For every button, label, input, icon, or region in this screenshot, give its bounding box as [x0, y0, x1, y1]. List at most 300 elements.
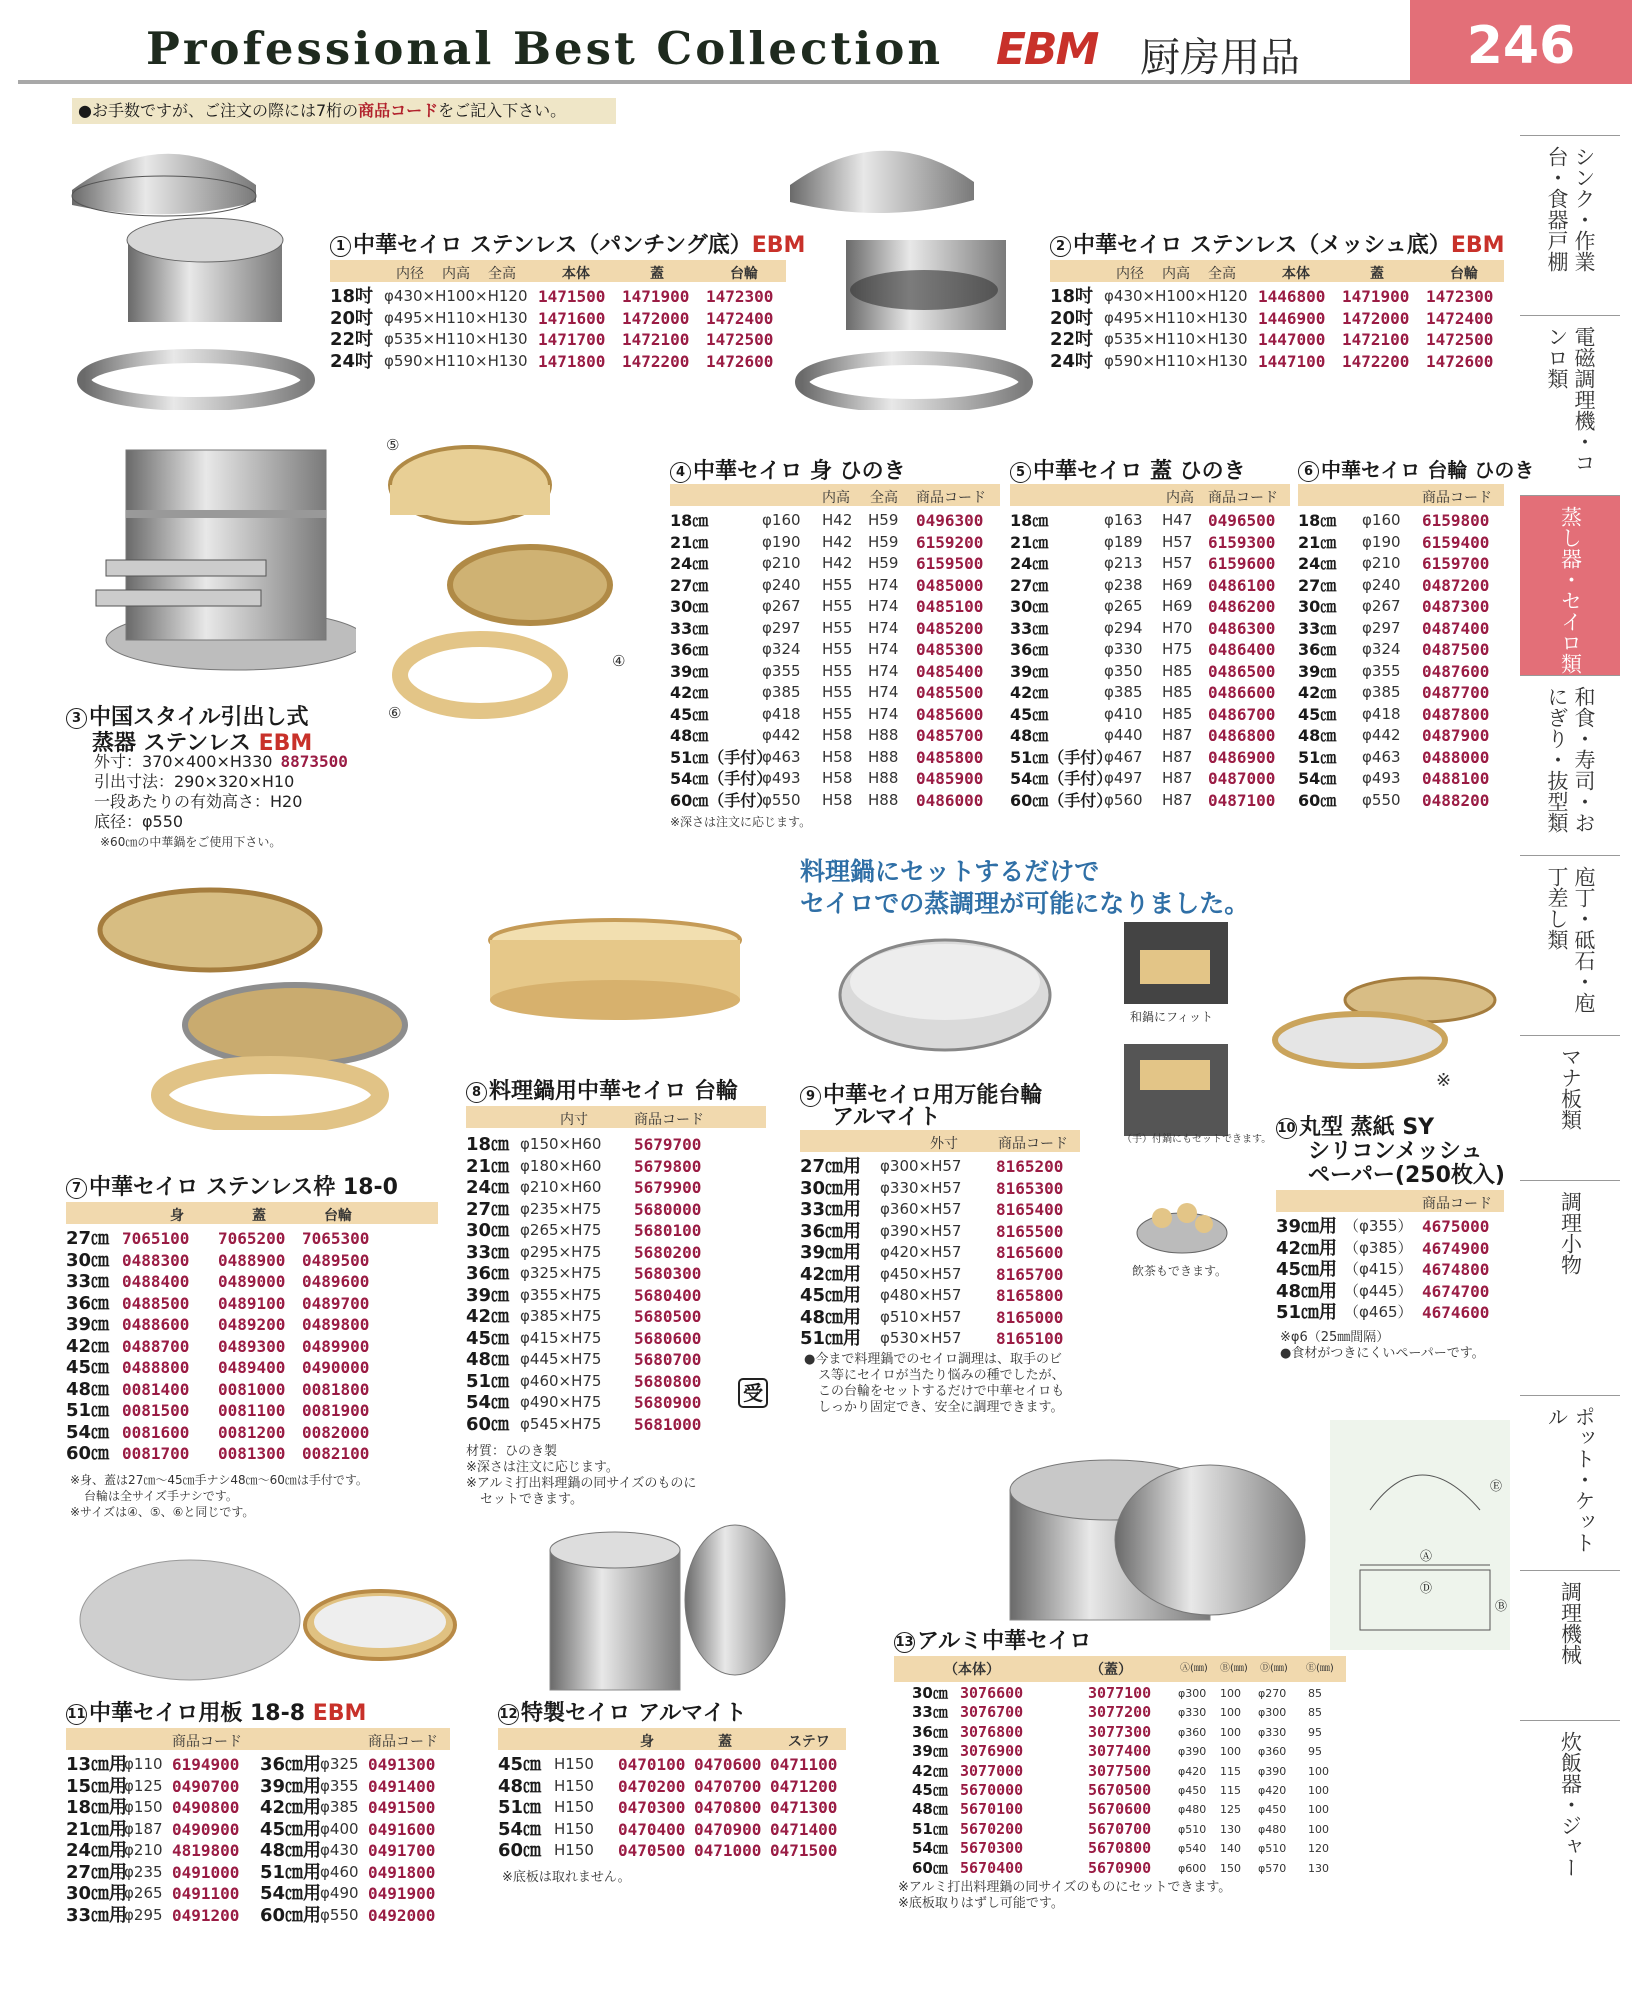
diameter-value: φ238	[1104, 575, 1143, 594]
size-label: 18㎝用	[66, 1797, 128, 1818]
size-label: 27㎝	[670, 575, 709, 595]
base-code: 0081800	[302, 1379, 370, 1399]
product-code: 0486200	[1208, 597, 1276, 616]
dim-d: φ420	[1258, 1783, 1287, 1797]
product-photo-13	[980, 1430, 1310, 1640]
table-row	[800, 1156, 1090, 1178]
product-photo-2	[784, 130, 1044, 410]
side-tab[interactable]: ポット・ケットル	[1520, 1395, 1620, 1570]
table-row	[1298, 532, 1508, 554]
size-label: 13㎝用	[66, 1754, 128, 1775]
product-code: 0491900	[368, 1884, 436, 1903]
size-label: 42㎝	[1010, 683, 1049, 702]
dim-d: φ270	[1258, 1687, 1287, 1700]
product-2-title: 2 中華セイロ ステンレス（メッシュ底）EBM	[1050, 228, 1505, 259]
product-code: 0486100	[1208, 575, 1276, 595]
size-label: 39㎝	[1298, 661, 1337, 681]
size-label: 39㎝	[670, 661, 709, 681]
table-row	[66, 1840, 456, 1862]
inner-height: H87	[1162, 790, 1193, 809]
diameter-value: φ410	[1104, 704, 1143, 723]
size-label: 21㎝	[1298, 532, 1337, 552]
product-code: 5680900	[634, 1393, 702, 1412]
diagram-label-b: Ⓑ	[1495, 1599, 1508, 1613]
size-label: 48㎝	[1010, 726, 1049, 745]
product-code: 5680400	[634, 1285, 702, 1305]
product-code: 0485300	[916, 640, 984, 659]
inner-height: H58	[822, 747, 853, 766]
size-label: 36㎝	[912, 1722, 948, 1741]
diameter-value: φ418	[1362, 704, 1401, 723]
size-label: 21㎝用	[66, 1818, 128, 1840]
lid-code: 0470700	[694, 1776, 762, 1796]
body-code: 0081400	[122, 1379, 190, 1399]
dim-b: 125	[1220, 1803, 1241, 1817]
product-7-header: 身 蓋 台輪	[66, 1202, 438, 1224]
diameter-value: φ440	[1104, 726, 1143, 744]
height-value: H150	[554, 1776, 594, 1795]
table-row	[1010, 725, 1300, 747]
dimension-value: φ590×H110×H130	[1104, 351, 1248, 370]
dim-a: φ390	[1178, 1745, 1207, 1759]
diameter-value: φ187	[124, 1819, 163, 1838]
table-row	[330, 286, 790, 308]
size-label: 36㎝	[670, 640, 709, 659]
table-row	[894, 1684, 1346, 1703]
product-13-notes: ※アルミ打出料理鍋の同サイズのものにセットできます。 ※底板取りはずし可能です。	[898, 1880, 1232, 1911]
size-label: 24㎝	[1010, 554, 1049, 573]
table-row	[1050, 308, 1510, 330]
product-code: 0487200	[1422, 575, 1490, 595]
size-label: 30㎝	[1298, 597, 1337, 616]
diameter-value: φ297	[762, 618, 801, 637]
dimension-value: φ355×H75	[520, 1285, 602, 1304]
size-label: 60㎝	[66, 1443, 110, 1464]
size-label: 60㎝（手付）	[1010, 790, 1113, 810]
dimension-value: φ495×H110×H130	[1104, 308, 1248, 327]
dimension-value: φ235×H75	[520, 1199, 602, 1218]
table-row	[466, 1328, 766, 1350]
table-row	[466, 1263, 766, 1285]
size-label: 45㎝	[66, 1357, 110, 1378]
dim-a: φ450	[1178, 1783, 1207, 1797]
diameter-value: φ385	[320, 1798, 359, 1816]
table-row	[894, 1839, 1346, 1858]
side-tab[interactable]: 電磁調理機・コンロ類	[1520, 315, 1620, 490]
product-8-header: 内寸 商品コード	[466, 1106, 766, 1128]
table-row	[894, 1703, 1346, 1722]
product-code: 6194900	[172, 1755, 240, 1774]
dim-b: 100	[1220, 1687, 1241, 1700]
table-row	[466, 1220, 766, 1242]
dim-a: φ330	[1178, 1706, 1207, 1720]
stand-code: 0471300	[770, 1798, 838, 1817]
table-row	[1276, 1216, 1506, 1238]
inner-height: H70	[1162, 618, 1193, 637]
product-9-title: 9 中華セイロ用万能台輪	[800, 1078, 1042, 1109]
body-code: 1446800	[1258, 287, 1326, 306]
size-label: 33㎝	[912, 1703, 948, 1722]
inner-height: H55	[822, 597, 853, 615]
product-code: 4819800	[172, 1841, 240, 1860]
height-value: H150	[554, 1798, 594, 1816]
table-row	[466, 1414, 766, 1436]
side-tab[interactable]: 炊飯器・ジャー	[1520, 1720, 1620, 1910]
dim-e: 85	[1308, 1706, 1322, 1720]
product-code: 0485500	[916, 683, 984, 702]
lid-code: 1472100	[622, 330, 690, 349]
product-code: 4674700	[1422, 1281, 1490, 1301]
product-13-table	[894, 1684, 1346, 1878]
table-row	[1298, 596, 1508, 618]
product-code: 0490800	[172, 1798, 240, 1817]
size-label: 54㎝	[66, 1421, 110, 1443]
product-code: 0488200	[1422, 790, 1490, 810]
base-code: 0489700	[302, 1293, 370, 1313]
dim-b: 100	[1220, 1725, 1241, 1739]
total-height: H59	[868, 554, 899, 572]
dim-d: φ390	[1258, 1764, 1287, 1778]
diameter-value: φ110	[124, 1755, 163, 1773]
table-row	[670, 553, 1010, 575]
lid-code: 7065200	[218, 1229, 286, 1248]
diameter-value: φ442	[762, 726, 801, 744]
product-10-title: 10 丸型 蒸紙 SY	[1277, 1115, 1435, 1140]
dim-e: 95	[1308, 1725, 1322, 1739]
diameter-value: φ355	[320, 1776, 359, 1795]
table-row	[1276, 1259, 1506, 1281]
size-label: 45㎝	[498, 1754, 542, 1775]
size-label: 54㎝用	[260, 1883, 322, 1904]
lid-code: 1472200	[1342, 351, 1410, 371]
spec-line	[94, 812, 348, 832]
size-label: 51㎝用	[260, 1861, 322, 1883]
diameter-value: φ150	[124, 1798, 163, 1816]
table-row	[66, 1400, 446, 1422]
table-row	[670, 704, 1010, 726]
product-code: 0487500	[1422, 640, 1490, 659]
side-tab[interactable]: 庖丁・砥石・庖丁差し類	[1520, 855, 1620, 1025]
base-code: 7065300	[302, 1229, 370, 1248]
dim-b: 140	[1220, 1842, 1241, 1856]
product-9-header: 外寸 商品コード	[800, 1130, 1080, 1152]
product-1-header: 内径 内高 全高 本体 蓋 台輪	[330, 260, 786, 282]
product-code: 4674900	[1422, 1238, 1490, 1258]
lid-code: 5670800	[1088, 1839, 1152, 1858]
dim-e: 130	[1308, 1861, 1329, 1875]
size-label: 21㎝	[670, 532, 709, 552]
spec-label: 一段あたりの有効高さ：H20	[94, 792, 303, 811]
product-10-mark: ※	[1436, 1070, 1452, 1091]
diameter-value: φ324	[762, 640, 801, 658]
side-tab[interactable]: マナ板類	[1520, 1035, 1620, 1180]
size-label: 45㎝	[1010, 704, 1049, 724]
inner-height: H58	[822, 769, 853, 787]
dimension-value: φ535×H110×H130	[384, 330, 528, 348]
lid-code: 1472200	[622, 351, 690, 371]
table-row	[800, 1328, 1090, 1350]
size-label: 36㎝	[466, 1263, 510, 1284]
spec-line	[94, 792, 348, 812]
body-code: 1447000	[1258, 330, 1326, 349]
product-code: 5681000	[634, 1414, 702, 1434]
product-10-title-2: シリコンメッシュ	[1308, 1139, 1483, 1164]
lid-code: 3077400	[1088, 1742, 1152, 1761]
total-height: H59	[868, 532, 899, 551]
lid-code: 5670600	[1088, 1800, 1152, 1819]
table-row	[66, 1862, 456, 1884]
lid-code: 5670500	[1088, 1780, 1152, 1799]
side-tab[interactable]: シンク・作業台・食器戸棚	[1520, 135, 1620, 295]
caption-handle-pot: （手）付鍋にもセットできます。	[1122, 1134, 1272, 1145]
size-label: 27㎝	[1298, 575, 1337, 595]
product-code: 5679700	[634, 1135, 702, 1154]
dimension-value: φ535×H110×H130	[1104, 330, 1248, 348]
diameter-value: φ190	[1362, 532, 1401, 551]
body-code: 1471700	[538, 330, 606, 349]
base-code: 0489900	[302, 1336, 370, 1356]
dimension-value: φ330×H57	[880, 1178, 962, 1197]
table-row	[894, 1742, 1346, 1761]
diameter-value: φ190	[762, 532, 801, 551]
table-row	[1298, 510, 1508, 532]
body-code: 0488800	[122, 1358, 190, 1377]
table-row	[894, 1820, 1346, 1839]
lid-code: 1472100	[1342, 330, 1410, 349]
product-code: 5680000	[634, 1199, 702, 1219]
product-code: 0491500	[368, 1798, 436, 1817]
product-code: 0486000	[916, 790, 984, 810]
height-value: H150	[554, 1755, 594, 1773]
lid-code: 3077500	[1088, 1761, 1152, 1780]
dimension-value: φ300×H57	[880, 1157, 962, 1175]
product-code: 0486500	[1208, 661, 1276, 681]
diameter-value: φ418	[762, 704, 801, 723]
product-code: 0491300	[368, 1755, 436, 1774]
inner-height: H55	[822, 704, 853, 723]
inner-height: H85	[1162, 683, 1193, 701]
notice-post: をご記入下さい。	[438, 101, 567, 120]
product-code: 0485900	[916, 769, 984, 788]
size-label: 24㎝	[1298, 554, 1337, 573]
diameter-value: φ324	[1362, 640, 1401, 658]
product-5-header: 内高 商品コード	[1010, 484, 1290, 506]
lid-code: 0489000	[218, 1272, 286, 1291]
headline-line-2: セイロでの蒸調理が可能になりました。	[800, 889, 1250, 918]
body-code: 3077000	[960, 1761, 1024, 1780]
total-height: H74	[868, 683, 899, 701]
product-code: 0485100	[916, 597, 984, 616]
size-label: 42㎝用	[1276, 1237, 1338, 1259]
lid-code: 0488900	[218, 1250, 286, 1270]
size-label: 20吋	[330, 307, 374, 329]
product-photo-8	[480, 910, 750, 1040]
lid-code: 0470600	[694, 1755, 762, 1774]
base-code: 1472500	[1426, 330, 1494, 349]
inner-height: H69	[1162, 575, 1193, 594]
diameter-value: φ490	[320, 1884, 359, 1902]
size-label: 30㎝	[670, 597, 709, 616]
product-2-table	[1050, 286, 1510, 372]
size-label: 48㎝	[498, 1775, 542, 1797]
total-height: H88	[868, 726, 899, 744]
product-code: 6159800	[1422, 511, 1490, 530]
dim-b: 115	[1220, 1783, 1241, 1797]
product-code: 0486400	[1208, 640, 1276, 659]
side-tab[interactable]: 和食・寿司・おにぎり・抜型類	[1520, 675, 1620, 850]
table-row	[670, 575, 1010, 597]
table-row	[800, 1199, 1090, 1221]
base-code: 0081900	[302, 1401, 370, 1420]
size-label: 30㎝	[912, 1684, 948, 1702]
product-6-title: 6 中華セイロ 台輪 ひのき	[1298, 454, 1534, 483]
product-11-header: 商品コード 商品コード	[66, 1728, 450, 1750]
diameter-value: φ213	[1104, 554, 1143, 572]
product-photo-12	[530, 1520, 800, 1720]
lid-code: 3077300	[1088, 1722, 1152, 1741]
product-code: 4674800	[1422, 1260, 1490, 1279]
product-7-table	[66, 1228, 446, 1465]
size-label: 54㎝（手付）	[1010, 769, 1113, 788]
size-label: 54㎝（手付）	[670, 769, 773, 788]
diameter-value: φ550	[762, 790, 801, 809]
size-label: 60㎝	[912, 1858, 948, 1877]
product-code: 0491700	[368, 1841, 436, 1860]
side-tab[interactable]: 調理機械	[1520, 1570, 1620, 1720]
product-10-notes: ※φ6（25㎜間隔） ●食材がつきにくいペーパーです。	[1280, 1330, 1485, 1361]
table-row	[1298, 618, 1508, 640]
inner-height: H85	[1162, 661, 1193, 680]
size-label: 39㎝用	[260, 1775, 322, 1797]
product-code: 0490900	[172, 1819, 240, 1839]
table-row	[670, 661, 1010, 683]
diameter-value: φ467	[1104, 747, 1143, 766]
diameter-value: φ210	[762, 554, 801, 572]
spec-line	[94, 772, 348, 792]
table-row	[1298, 725, 1508, 747]
size-label: 24㎝	[466, 1177, 510, 1198]
product-code: 8165000	[996, 1307, 1064, 1327]
inner-height: H75	[1162, 640, 1193, 658]
size-label: 27㎝用	[800, 1156, 862, 1177]
side-tab[interactable]: 蒸し器・セイロ類	[1520, 495, 1620, 675]
size-label: 18㎝	[1298, 511, 1337, 530]
size-label: 36㎝	[1298, 640, 1337, 659]
product-code: 0487000	[1208, 769, 1276, 788]
product-code: 4674600	[1422, 1303, 1490, 1322]
diameter-value: φ210	[1362, 554, 1401, 572]
table-row	[466, 1371, 766, 1393]
dim-b: 100	[1220, 1706, 1241, 1720]
size-label: 39㎝用	[800, 1242, 862, 1263]
dimension-value: φ545×H75	[520, 1414, 602, 1433]
body-code: 1471500	[538, 287, 606, 306]
table-row	[1298, 682, 1508, 704]
table-row	[670, 790, 1010, 812]
table-row	[1276, 1238, 1506, 1260]
lid-code: 3077200	[1088, 1703, 1152, 1722]
lid-code: 1471900	[1342, 287, 1410, 306]
diameter-value: φ463	[762, 747, 801, 766]
size-label: 36㎝用	[800, 1220, 862, 1242]
product-code: 0488000	[1422, 747, 1490, 767]
height-value: H150	[554, 1841, 594, 1859]
size-label: 22吋	[1050, 329, 1094, 350]
diameter-value: φ267	[1362, 597, 1401, 615]
size-label: 42㎝	[1298, 683, 1337, 702]
body-code: 1447100	[1258, 351, 1326, 371]
table-row	[66, 1422, 446, 1444]
dimension-value: φ180×H60	[520, 1156, 602, 1175]
product-code: 8165100	[996, 1329, 1064, 1348]
size-label: 39㎝	[1010, 661, 1049, 681]
body-code: 0470400	[618, 1819, 686, 1839]
size-label: 60㎝	[466, 1413, 510, 1435]
caption-dimsum: 飲茶もできます。	[1132, 1264, 1228, 1278]
table-row	[800, 1285, 1090, 1307]
side-tab[interactable]: 調理小物	[1520, 1180, 1620, 1395]
product-code: 0491800	[368, 1862, 436, 1882]
table-row	[1010, 768, 1300, 790]
diameter-value: φ385	[762, 683, 801, 701]
dim-b: 115	[1220, 1764, 1241, 1778]
diameter-value: φ160	[1362, 511, 1401, 529]
product-4-title: 4 中華セイロ 身 ひのき	[670, 454, 906, 485]
product-code: 8165500	[996, 1221, 1064, 1241]
table-row	[498, 1754, 848, 1776]
size-label: 39㎝用	[1276, 1216, 1338, 1237]
product-code: 0487100	[1208, 790, 1276, 810]
diameter-value: φ189	[1104, 532, 1143, 551]
body-code: 7065100	[122, 1229, 190, 1248]
base-code: 0489800	[302, 1315, 370, 1334]
total-height: H74	[868, 704, 899, 723]
dim-a: φ510	[1178, 1822, 1207, 1836]
lid-code: 5670700	[1088, 1819, 1152, 1838]
diameter-value: φ160	[762, 511, 801, 529]
table-row	[498, 1819, 848, 1841]
size-label: 33㎝	[1010, 618, 1049, 638]
size-label: 30㎝	[66, 1249, 110, 1271]
size-label: 36㎝	[1010, 640, 1049, 659]
product-code: 8165600	[996, 1243, 1064, 1262]
size-label: 48㎝用	[260, 1840, 322, 1861]
table-row	[1010, 704, 1300, 726]
table-row	[1298, 575, 1508, 597]
inner-height: H55	[822, 575, 853, 594]
dim-b: 100	[1220, 1745, 1241, 1759]
size-label: 48㎝	[912, 1800, 948, 1819]
total-height: H74	[868, 575, 899, 594]
stand-code: 0471200	[770, 1776, 838, 1796]
table-row	[330, 351, 790, 373]
inner-height: H58	[822, 790, 853, 809]
table-row	[466, 1177, 766, 1199]
lid-code: 0489200	[218, 1315, 286, 1334]
size-label: 24㎝	[670, 554, 709, 573]
size-label: 39㎝	[66, 1314, 110, 1335]
inner-height: H55	[822, 640, 853, 658]
photo-label-4: ④	[612, 652, 626, 670]
product-code: 5680300	[634, 1264, 702, 1283]
product-13-title: 13 アルミ中華セイロ	[895, 1629, 1092, 1654]
product-code: 5680500	[634, 1307, 702, 1326]
size-label: 42㎝	[670, 683, 709, 702]
product-1-title: 1 中華セイロ ステンレス（パンチング底）EBM	[330, 228, 805, 259]
table-row	[466, 1156, 766, 1178]
product-photo-9	[830, 920, 1060, 1070]
table-row	[466, 1134, 766, 1156]
